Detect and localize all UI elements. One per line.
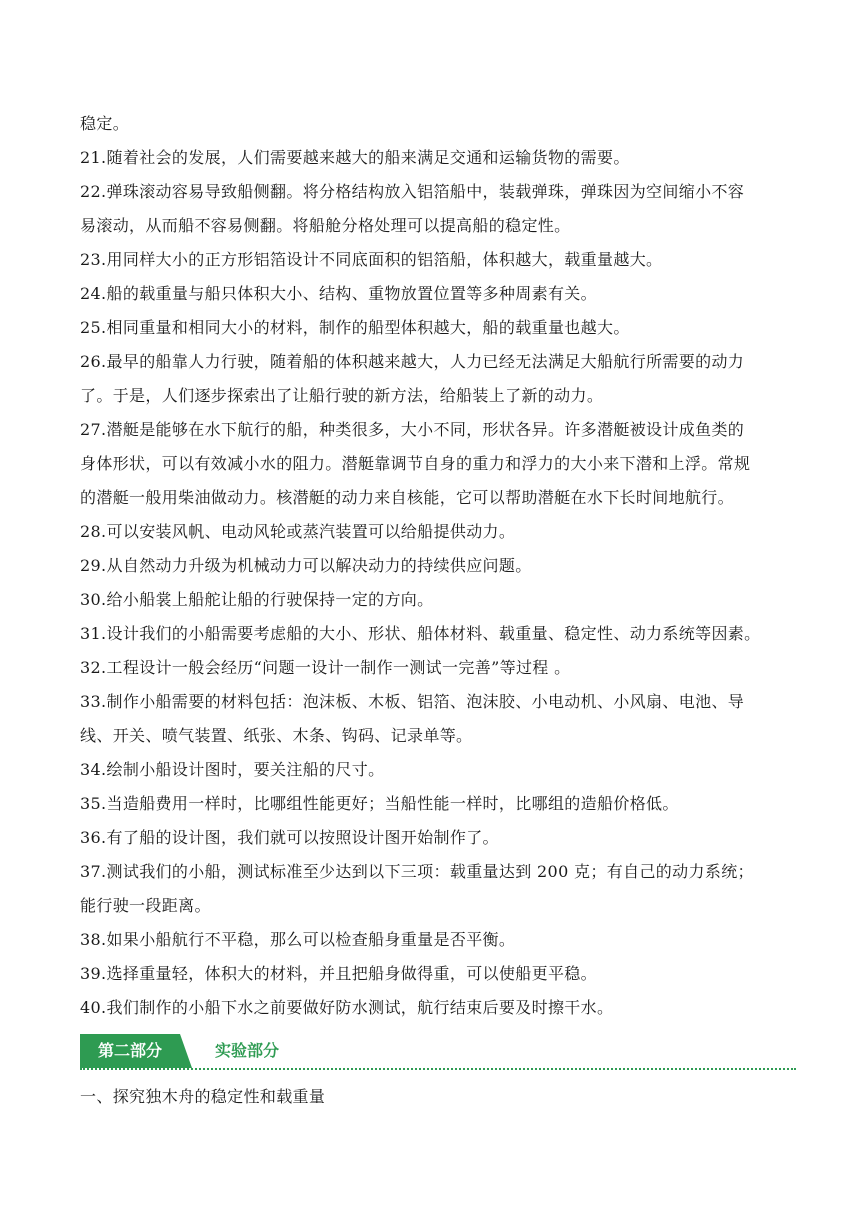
- text-line: 33.制作小船需要的材料包括：泡沫板、木板、铝箔、泡沫胶、小电动机、小风扇、电池、导: [80, 692, 745, 711]
- text-line: 了。于是，人们逐步探索出了让船行驶的新方法，给船装上了新的动力。: [80, 386, 604, 405]
- text-line: 身体形状，可以有效减小水的阻力。潜艇靠调节自身的重力和浮力的大小来下潜和上浮。常规: [80, 454, 751, 473]
- text-line: 24.船的载重量与船只体积大小、结构、重物放置位置等多种周素有关。: [80, 284, 597, 303]
- text-line: 29.从自然动力升级为机械动力可以解决动力的持续供应问题。: [80, 556, 532, 575]
- section-tab-label: 第二部分: [97, 1041, 162, 1060]
- text-line: 38.如果小船航行不平稳，那么可以检查船身重量是否平衡。: [80, 930, 516, 949]
- text-line: 26.最早的船靠人力行驶，随着船的体积越来越大，人力已经无法满足大船航行所需要的动力: [80, 352, 745, 371]
- text-line: 能行驶一段距离。: [80, 896, 211, 915]
- subsection-heading: 一、探究独木舟的稳定性和载重量: [80, 1087, 326, 1106]
- text-line: 稳定。: [80, 114, 130, 133]
- text-line: 21.随着社会的发展，人们需要越来越大的船来满足交通和运输货物的需要。: [80, 148, 630, 167]
- document-body: [80, 107, 780, 1025]
- text-line: 40.我们制作的小船下水之前要做好防水测试，航行结束后要及时擦干水。: [80, 998, 614, 1017]
- text-line: 23.用同样大小的正方形铝箔设计不同底面积的铝箔船，体积越大，载重量越大。: [80, 250, 663, 269]
- text-line: 27.潜艇是能够在水下航行的船，种类很多，大小不同，形状各异。许多潜艇被设计成鱼类的: [80, 420, 745, 439]
- text-line: 线、开关、喷气装置、纸张、木条、钩码、记录单等。: [80, 726, 473, 745]
- text-line: 34.绘制小船设计图时，要关注船的尺寸。: [80, 760, 385, 779]
- text-line: 25.相同重量和相同大小的材料，制作的船型体积越大，船的载重量也越大。: [80, 318, 630, 337]
- text-line: 37.测试我们的小船，测试标准至少达到以下三项：载重量达到 200 克；有自己的动力系统；: [80, 862, 754, 881]
- section-title: 实验部分: [215, 1041, 280, 1060]
- text-line: 30.给小船裳上船舵让船的行驶保持一定的方向。: [80, 590, 434, 609]
- text-line: 22.弹珠滚动容易导致船侧翻。将分格结构放入铝箔船中，装载弹珠，弹珠因为空间缩小不容: [80, 182, 745, 201]
- section-tab: [80, 1034, 192, 1068]
- text-line: 易滚动，从而船不容易侧翻。将船舱分格处理可以提高船的稳定性。: [80, 216, 571, 235]
- text-line: 的潜艇一般用柴油做动力。核潜艇的动力来自核能，它可以帮助潜艇在水下长时间地航行。: [80, 488, 735, 507]
- text-line: 28.可以安装风帆、电动风轮或蒸汽装置可以给船提供动力。: [80, 522, 516, 541]
- section-banner: [80, 1034, 796, 1074]
- text-line: 31.设计我们的小船需要考虑船的大小、形状、船体材料、载重量、稳定性、动力系统等因素。: [80, 624, 761, 643]
- text-line: 36.有了船的设计图，我们就可以按照设计图开始制作了。: [80, 828, 499, 847]
- text-line: 35.当造船费用一样时，比哪组性能更好；当船性能一样时，比哪组的造船价格低。: [80, 794, 679, 813]
- text-line: 32.工程设计一般会经历“问题一设计一制作一测试一完善”等过程 。: [80, 658, 571, 677]
- section-divider: [80, 1068, 796, 1070]
- text-line: 39.选择重量轻，体积大的材料，并且把船身做得重，可以使船更平稳。: [80, 964, 597, 983]
